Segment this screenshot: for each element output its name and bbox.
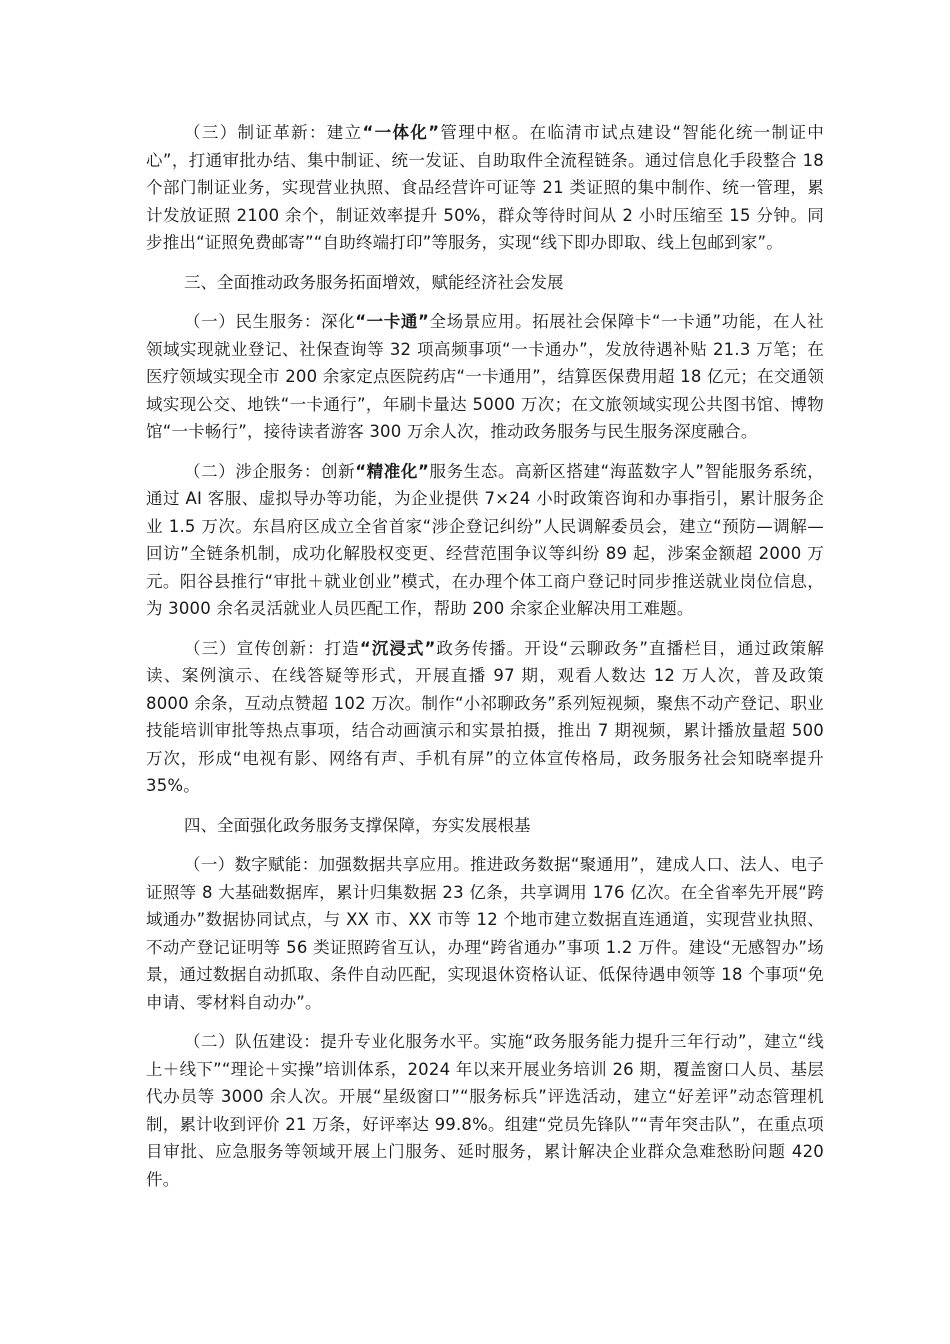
paragraph-enterprise-services [146,458,824,623]
section-heading-four: 四、全面强化政务服务支撑保障，夯实发展根基 [184,815,531,835]
paragraph-lead: （三）制证革新：建立 [184,123,363,142]
paragraph-emphasis: “精准化” [355,461,430,481]
paragraph-body: 全场景应用。拓展社会保障卡“一卡通”功能，在人社领域实现就业登记、社保查询等 32 项高频事项“一卡通办”，发放待遇补贴 21.3 万笔；在医疗领域实现全市 200 余家定点医院药店“一卡通用”，结算医保费用超 18 亿元；在交通领域实现公交、地铁“一卡通行”，年刷卡量达 5000 万次；在文旅领域实现公共图书馆、博物馆“一卡畅行”，接待读者游客 300 万余人次，推动政务服务与民生服务深度融合。 [146,312,824,441]
paragraph-certification-reform [146,119,824,257]
paragraph-emphasis: “沉浸式” [359,638,436,658]
paragraph-digital-empowerment: （一）数字赋能：加强数据共享应用。推进政务数据“聚通用”，建成人口、法人、电子证照等 8 大基础数据库，累计归集数据 23 亿条，共享调用 176 亿次。在全省率先开展“跨域通办”数据协同试点，与 XX 市、XX 市等 12 个地市建立数据直连通道，实现营业执照、不动产登记证明等 56 类证照跨省互认，办理“跨省通办”事项 1.2 万件。建设“无感智办”场景，通过数据自动抓取、条件自动匹配，实现退休资格认证、低保待遇申领等 18 个事项“免申请、零材料自动办”。 [146,855,824,1012]
paragraph-livelihood-services [146,308,824,446]
paragraph-emphasis: “一卡通” [355,312,430,331]
paragraph-team-building: （二）队伍建设：提升专业化服务水平。实施“政务服务能力提升三年行动”，建立“线上＋线下”“理论＋实操”培训体系，2024 年以来开展业务培训 26 期，覆盖窗口人员、基层代办员等 3000 余人次。开展“星级窗口”“服务标兵”评选活动，建立“好差评”动态管理机制，累计收到评价 21 万条，好评率达 99.8%。组建“党员先锋队”“青年突击队”，在重点项目审批、应急服务等领域开展上门服务、延时服务，累计解决企业群众急难愁盼问题 420 件。 [146,1032,824,1189]
paragraph-lead: （一）民生服务：深化 [184,312,356,331]
section-heading-three: 三、全面推动政务服务拓面增效，赋能经济社会发展 [184,272,564,292]
paragraph-body: 服务生态。高新区搭建“海蓝数字人”智能服务系统，通过 AI 客服、虚拟导办等功能，为企业提供 7×24 小时政策咨询和办事指引，累计服务企业 1.5 万次。东昌府区成立全省首家“涉企登记纠纷”人民调解委员会，建立“预防—调解—回访”全链条机制，成功化解股权变更、经营范围争议等纠纷 89 起，涉案金额超 2000 万元。阳谷县推行“审批＋就业创业”模式，在办理个体工商户登记时同步推送就业岗位信息，为 3000 余名灵活就业人员匹配工作，帮助 200 余家企业解决用工难题。 [146,461,824,618]
paragraph-lead: （二）涉企服务：创新 [184,461,356,481]
paragraph-publicity-innovation [146,635,824,800]
paragraph-body: 政务传播。开设“云聊政务”直播栏目，通过政策解读、案例演示、在线答疑等形式，开展直播 97 期，观看人数达 12 万人次，普及政策 8000 余条，互动点赞超 102 万次。制作“小祁聊政务”系列短视频，聚焦不动产登记、职业技能培训审批等热点事项，结合动画演示和实景拍摄，推出 7 期视频，累计播放量超 500 万次，形成“电视有影、网络有声、手机有屏”的立体宣传格局，政务服务社会知晓率提升 35%。 [146,638,824,795]
paragraph-body: 管理中枢。在临清市试点建设“智能化统一制证中心”，打通审批办结、集中制证、统一发证、自助取件全流程链条。通过信息化手段整合 18 个部门制证业务，实现营业执照、食品经营许可证等 21 类证照的集中制作、统一管理，累计发放证照 2100 余个，制证效率提升 50%，群众等待时间从 2 小时压缩至 15 分钟。同步推出“证照免费邮寄”“自助终端打印”等服务，实现“线下即办即取、线上包邮到家”。 [146,123,824,252]
paragraph-lead: （三）宣传创新：打造 [184,638,360,658]
paragraph-emphasis: “一体化” [362,123,440,142]
